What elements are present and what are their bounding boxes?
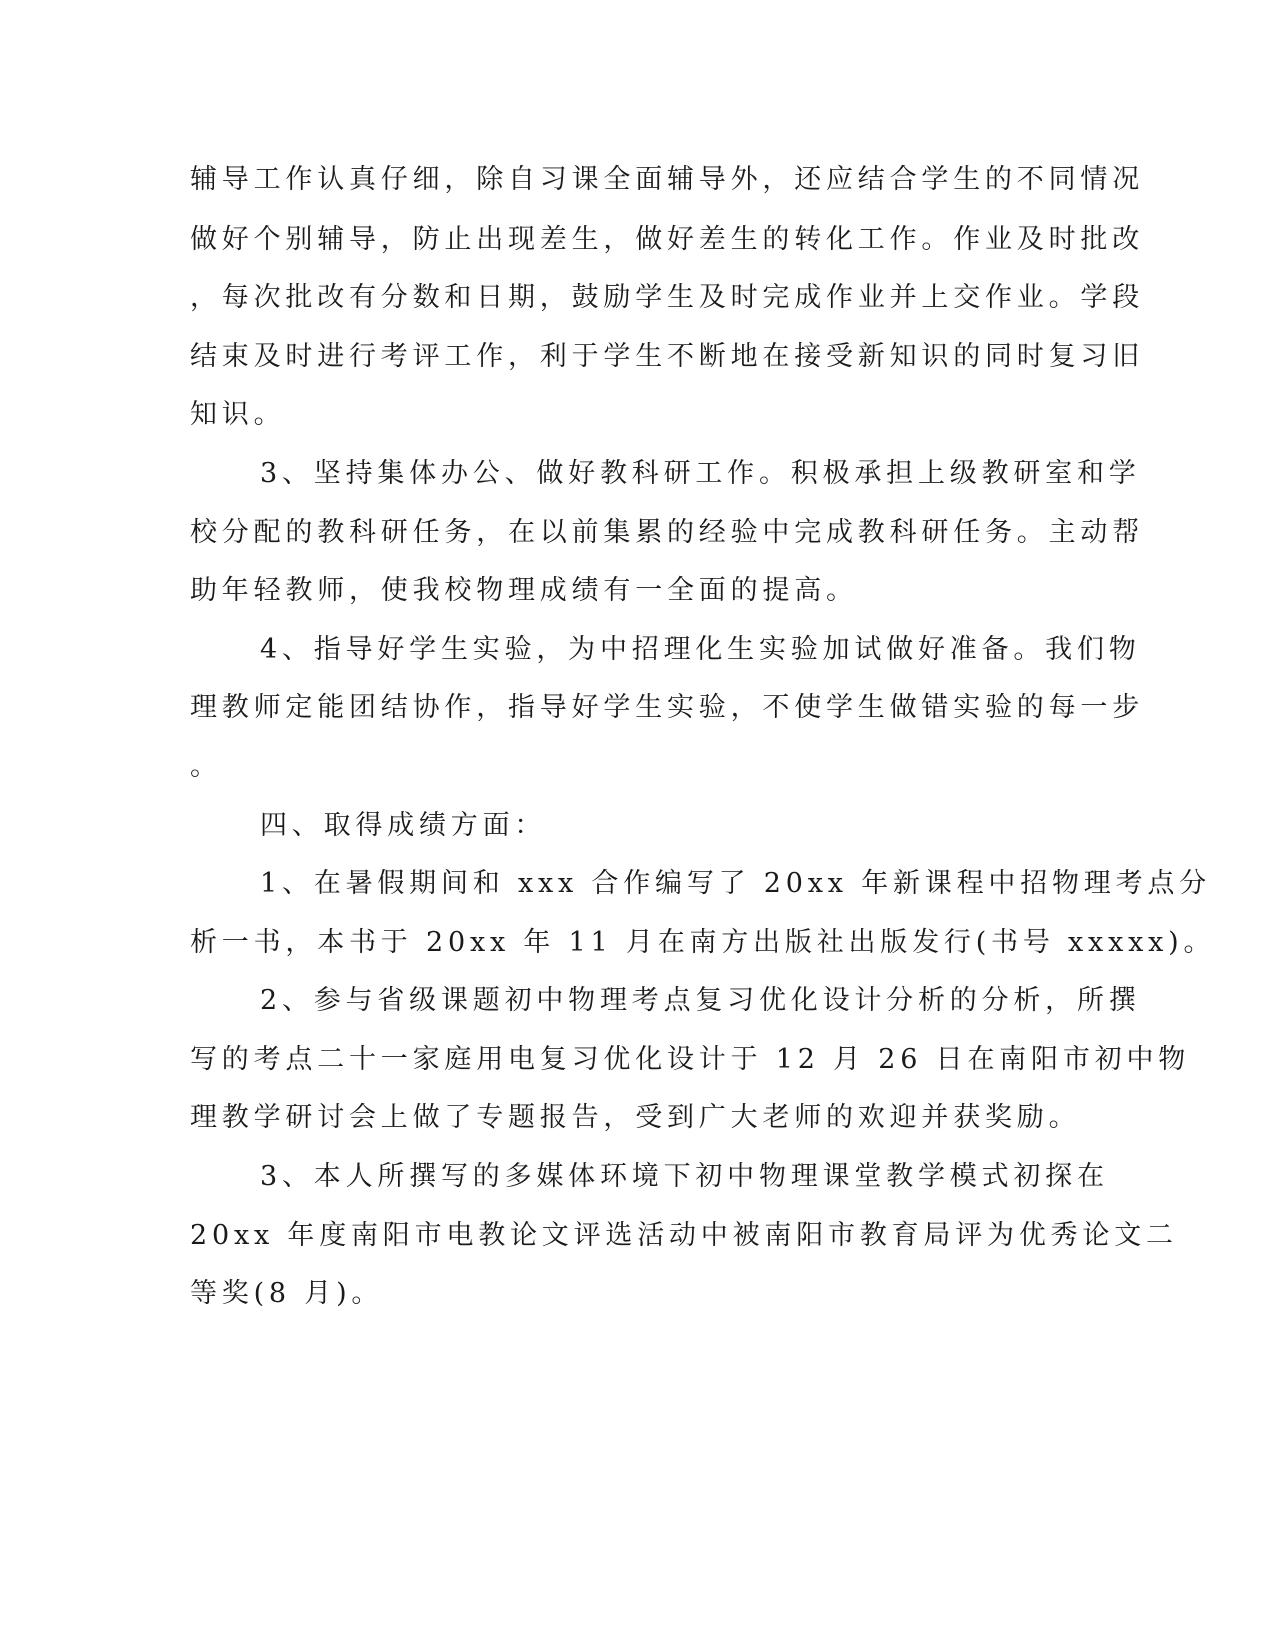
text-line: 写的考点二十一家庭用电复习优化设计于 12 月 26 日在南阳市初中物	[190, 1044, 1191, 1075]
text-line: 校分配的教科研任务，在以前集累的经验中完成教科研任务。主动帮	[190, 517, 1144, 548]
achievement-3-first-line: 3、本人所撰写的多媒体环境下初中物理课堂教学模式初探在	[260, 1161, 1109, 1192]
text-line: ，每次批改有分数和日期，鼓励学生及时完成作业并上交作业。学段	[190, 282, 1144, 313]
text-line: 。	[190, 751, 222, 782]
text-line: 辅导工作认真仔细，除自习课全面辅导外，还应结合学生的不同情况	[190, 164, 1144, 195]
achievement-1-first-line: 1、在暑假期间和 xxx 合作编写了 20xx 年新课程中招物理考点分	[260, 868, 1211, 899]
section-heading: 四、取得成绩方面：	[260, 810, 547, 841]
text-line: 知识。	[190, 399, 286, 430]
text-line: 结束及时进行考评工作，利于学生不断地在接受新知识的同时复习旧	[190, 341, 1144, 372]
achievement-2-first-line: 2、参与省级课题初中物理考点复习优化设计分析的分析，所撰	[260, 985, 1141, 1016]
text-line: 理教学研讨会上做了专题报告，受到广大老师的欢迎并获奖励。	[190, 1102, 1081, 1133]
text-line: 理教师定能团结协作，指导好学生实验，不使学生做错实验的每一步	[190, 692, 1144, 723]
paragraph-4-first-line: 4、指导好学生实验，为中招理化生实验加试做好准备。我们物	[260, 634, 1141, 665]
text-line: 20xx 年度南阳市电教论文评选活动中被南阳市教育局评为优秀论文二	[190, 1220, 1178, 1251]
text-line: 等奖(8 月)。	[190, 1278, 384, 1309]
paragraph-3-first-line: 3、坚持集体办公、做好教科研工作。积极承担上级教研室和学	[260, 458, 1141, 489]
text-line: 析一书，本书于 20xx 年 11 月在南方出版社出版发行(书号 xxxxx)。	[190, 927, 1216, 958]
text-line: 做好个别辅导，防止出现差生，做好差生的转化工作。作业及时批改	[190, 224, 1144, 255]
text-line: 助年轻教师，使我校物理成绩有一全面的提高。	[190, 575, 858, 606]
